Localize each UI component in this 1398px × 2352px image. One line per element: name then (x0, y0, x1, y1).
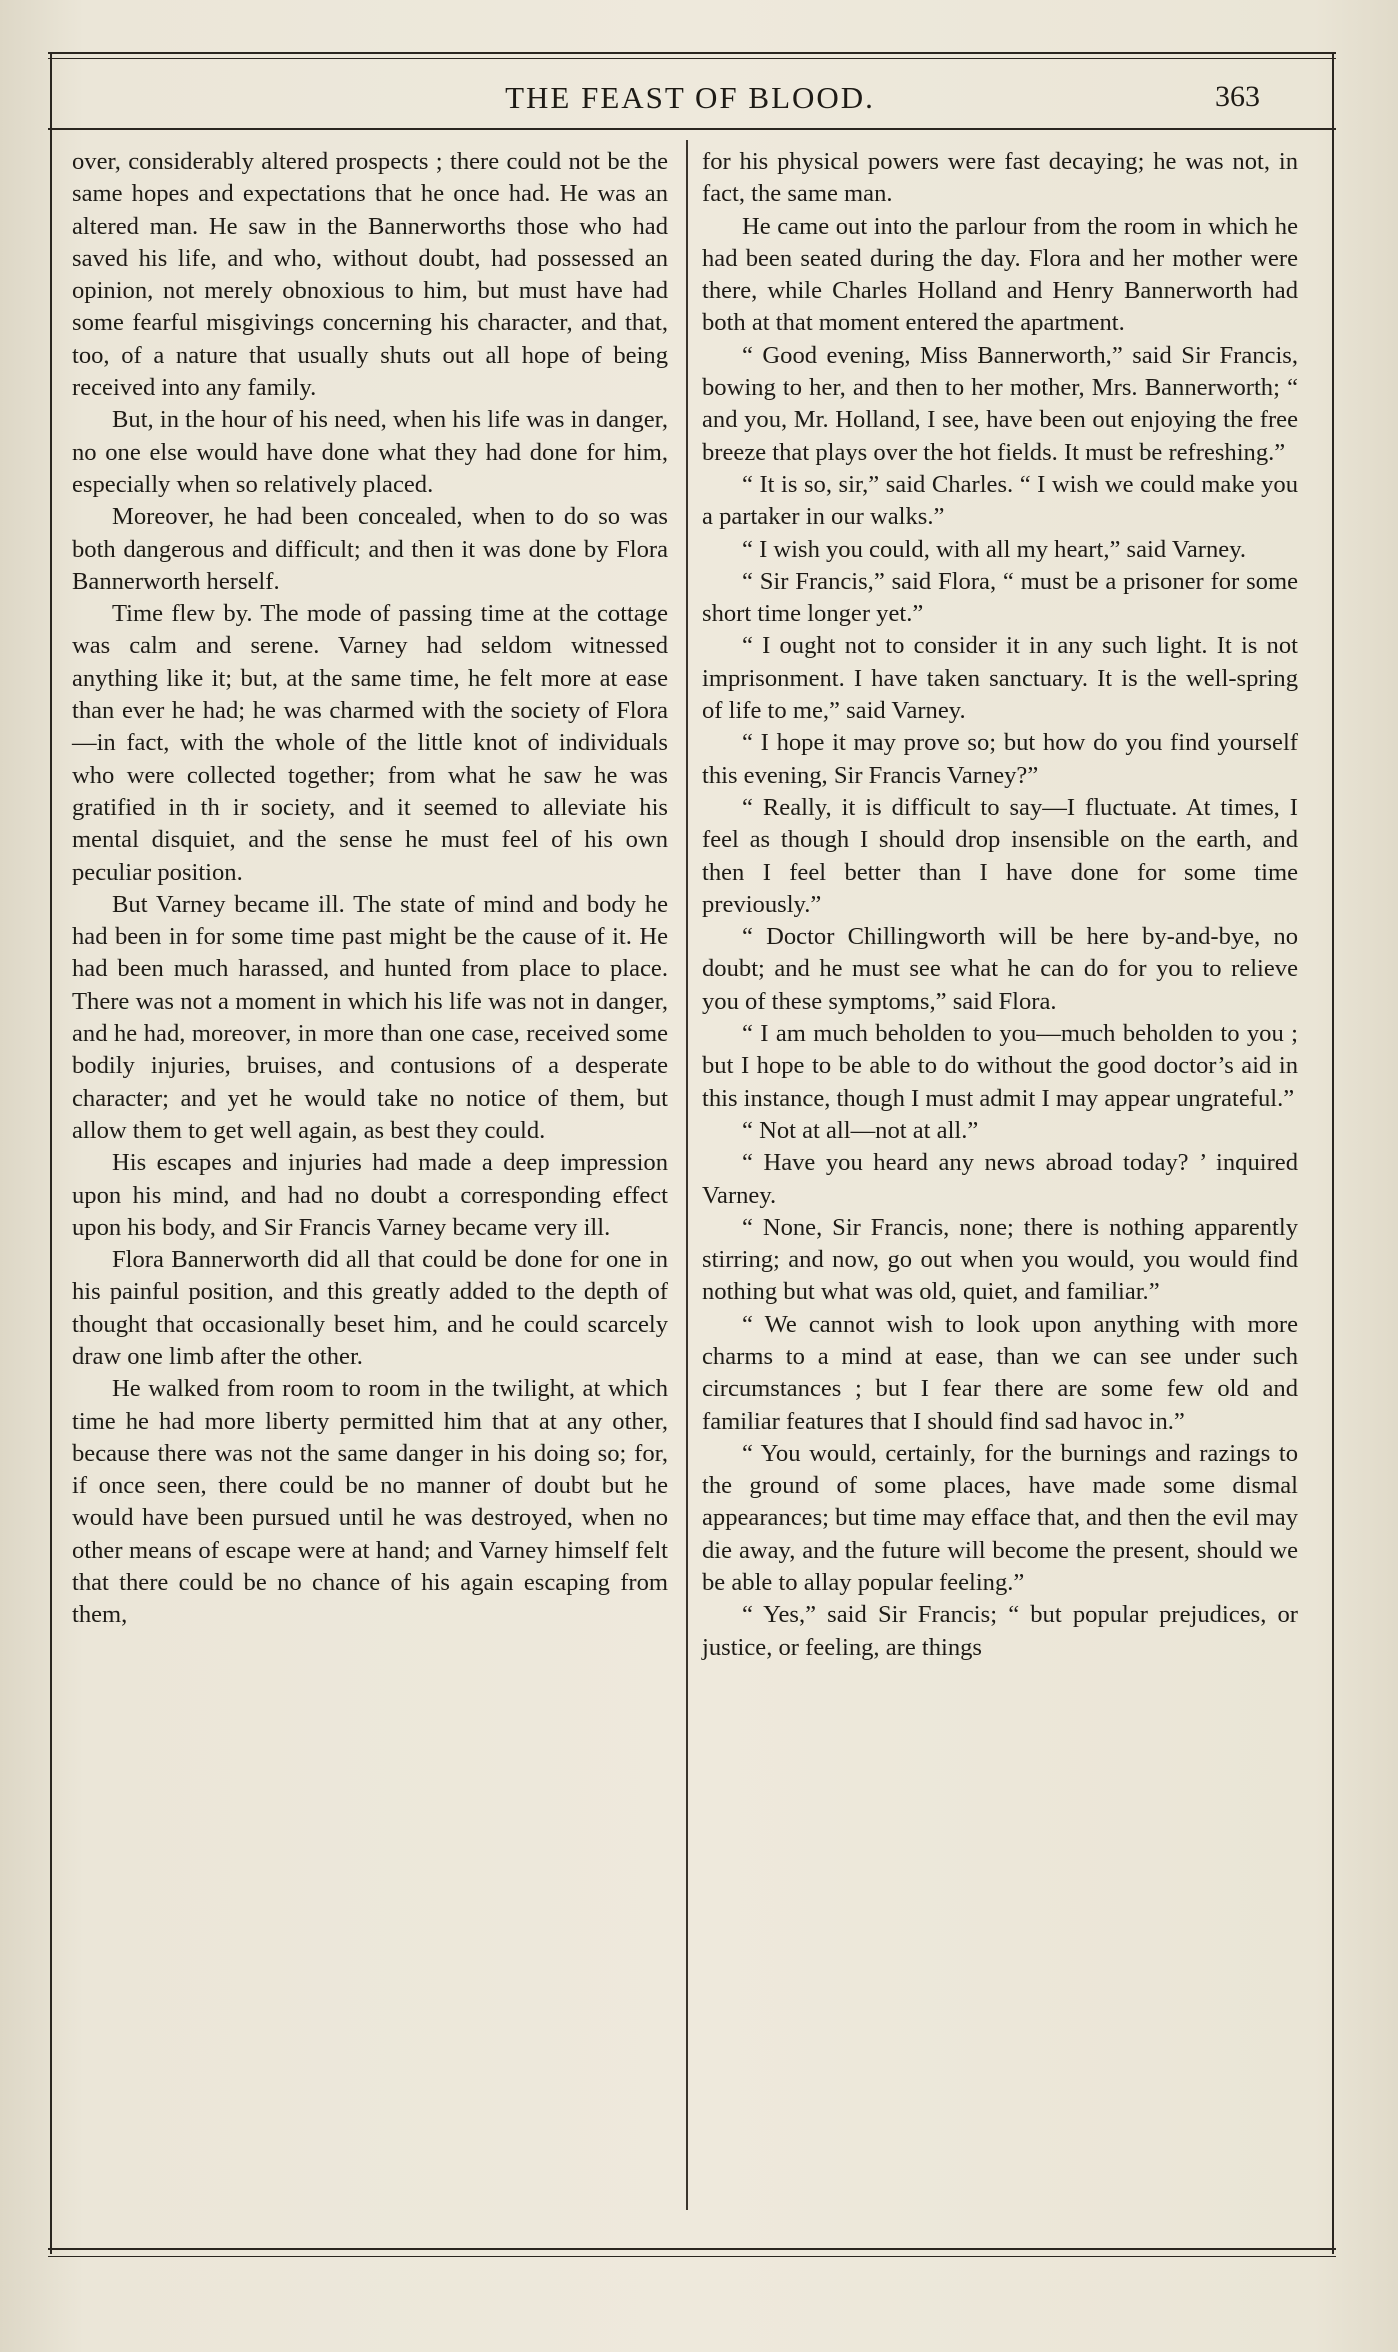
paragraph: But Varney became ill. The state of mind and body he had been in for some time past might be the cause of it. He had been much harassed, and hunted from place to place. There was not a moment in which his life was not in danger, and he had, moreover, in more than one case, received some bodily injuries, bruises, and contusions of a desperate character; and yet he would take no notice of them, but allow them to get well again, as best they could. (72, 890, 668, 1144)
paragraph: “ Really, it is difficult to say—I fluctuate. At times, I feel as though I should drop insensible on the earth, and then I feel better than I have done for some time previously.” (702, 793, 1298, 918)
paragraph: Flora Bannerworth did all that could be done for one in his painful position, and this greatly added to the depth of thought that occasionally beset him, and he could scarcely draw one limb after the other. (72, 1246, 668, 1370)
paragraph: “ None, Sir Francis, none; there is nothing apparently stirring; and now, go out when you would, you would find nothing but what was old, quiet, and familiar.” (702, 1213, 1298, 1306)
right-column (702, 146, 1298, 1664)
top-border-rule-thin (48, 58, 1336, 59)
left-column (72, 146, 668, 1632)
page-number: 363 (1215, 80, 1260, 113)
paragraph: He walked from room to room in the twilight, at which time he had more liberty permitted him that at any other, because there was not the same danger in his doing so; for, if once seen, there could be no manner of doubt but he would have been pursued until he was destroyed, when no other means of escape were at hand; and Varney himself felt that there could be no chance of his again escaping from them, (72, 1375, 668, 1629)
paragraph: “ Doctor Chillingworth will be here by-and-bye, no doubt; and he must see what he can do for you to relieve you of these symptoms,” said Flora. (702, 923, 1298, 1015)
left-border-rule (50, 54, 52, 2254)
paragraph: “ You would, certainly, for the burnings and razings to the ground of some places, have made some dismal appearances; but time may efface that, and then the evil may die away, and the future will become the present, should we be able to allay popular feeling.” (702, 1439, 1298, 1597)
paragraph: over, considerably altered prospects ; there could not be the same hopes and expectations that he once had. He was an altered man. He saw in the Bannerworths those who had saved his life, and who, without doubt, had possessed an opinion, not merely obnoxious to him, but must have had some fearful misgivings concerning his character, and that, too, of a nature that usually shuts out all hope of being received into any family. (72, 148, 668, 402)
paragraph: “ I hope it may prove so; but how do you find yourself this evening, Sir Francis Varney?” (702, 729, 1298, 789)
paragraph: “ We cannot wish to look upon anything with more charms to a mind at ease, than we can see under such circumstances ; but I fear there are some few old and familiar features that I should find sad havoc in.” (702, 1310, 1298, 1435)
paragraph: “ It is so, sir,” said Charles. “ I wish we could make you a partaker in our walks.” (702, 470, 1298, 531)
paragraph: But, in the hour of his need, when his life was in danger, no one else would have done what they had done for him, especially when so relatively placed. (72, 406, 668, 498)
paragraph: “ I am much beholden to you—much beholden to you ; but I hope to be able to do without the good doctor’s aid in this instance, though I must admit I may appear ungrateful.” (702, 1020, 1298, 1112)
running-head (60, 72, 1320, 122)
paragraph: He came out into the parlour from the room in which he had been seated during the day. Flora and her mother were there, while Charles Holland and Henry Bannerworth had both at that moment entered the apartment. (702, 212, 1298, 337)
paragraph: for his physical powers were fast decaying; he was not, in fact, the same man. (702, 148, 1298, 208)
paragraph: “ Not at all—not at all.” (742, 1116, 979, 1144)
paragraph: “ I wish you could, with all my heart,” said Varney. (742, 535, 1247, 563)
bottom-border-rule (48, 2248, 1336, 2250)
running-title: THE FEAST OF BLOOD. (505, 80, 875, 115)
paragraph: His escapes and injuries had made a deep impression upon his mind, and had no doubt a corresponding effect upon his body, and Sir Francis Varney became very ill. (72, 1149, 668, 1241)
paragraph: “ Sir Francis,” said Flora, “ must be a prisoner for some short time longer yet.” (702, 567, 1298, 628)
paragraph: “ I ought not to consider it in any such light. It is not imprisonment. I have taken sanctuary. It is the well-spring of life to me,” said Varney. (702, 632, 1298, 725)
paragraph: Moreover, he had been concealed, when to do so was both dangerous and difficult; and then it was done by Flora Bannerworth herself. (72, 503, 668, 595)
header-rule (48, 128, 1336, 130)
paragraph: “ Good evening, Miss Bannerworth,” said Sir Francis, bowing to her, and then to her mother, Mrs. Bannerworth; “ and you, Mr. Holland, I see, have been out enjoying the free breeze that plays over the hot fields. It must be refreshing.” (702, 341, 1298, 466)
column-divider (686, 140, 688, 2210)
top-border-rule (48, 52, 1336, 54)
right-border-rule (1332, 54, 1334, 2254)
paragraph: “ Yes,” said Sir Francis; “ but popular prejudices, or justice, or feeling, are things (702, 1601, 1298, 1661)
paragraph: “ Have you heard any news abroad today? ’ inquired Varney. (702, 1149, 1298, 1209)
bottom-border-rule-thin (48, 2256, 1336, 2257)
paragraph: Time flew by. The mode of passing time at the cottage was calm and serene. Varney had seldom witnessed anything like it; but, at the same time, he felt more at ease than ever he had; he was charmed with the society of Flora—in fact, with the whole of the little knot of individuals who were collected together; from what he saw he was gratified in th ir society, and it seemed to alleviate his mental disquiet, and the sense he must feel of his own peculiar position. (72, 600, 668, 886)
